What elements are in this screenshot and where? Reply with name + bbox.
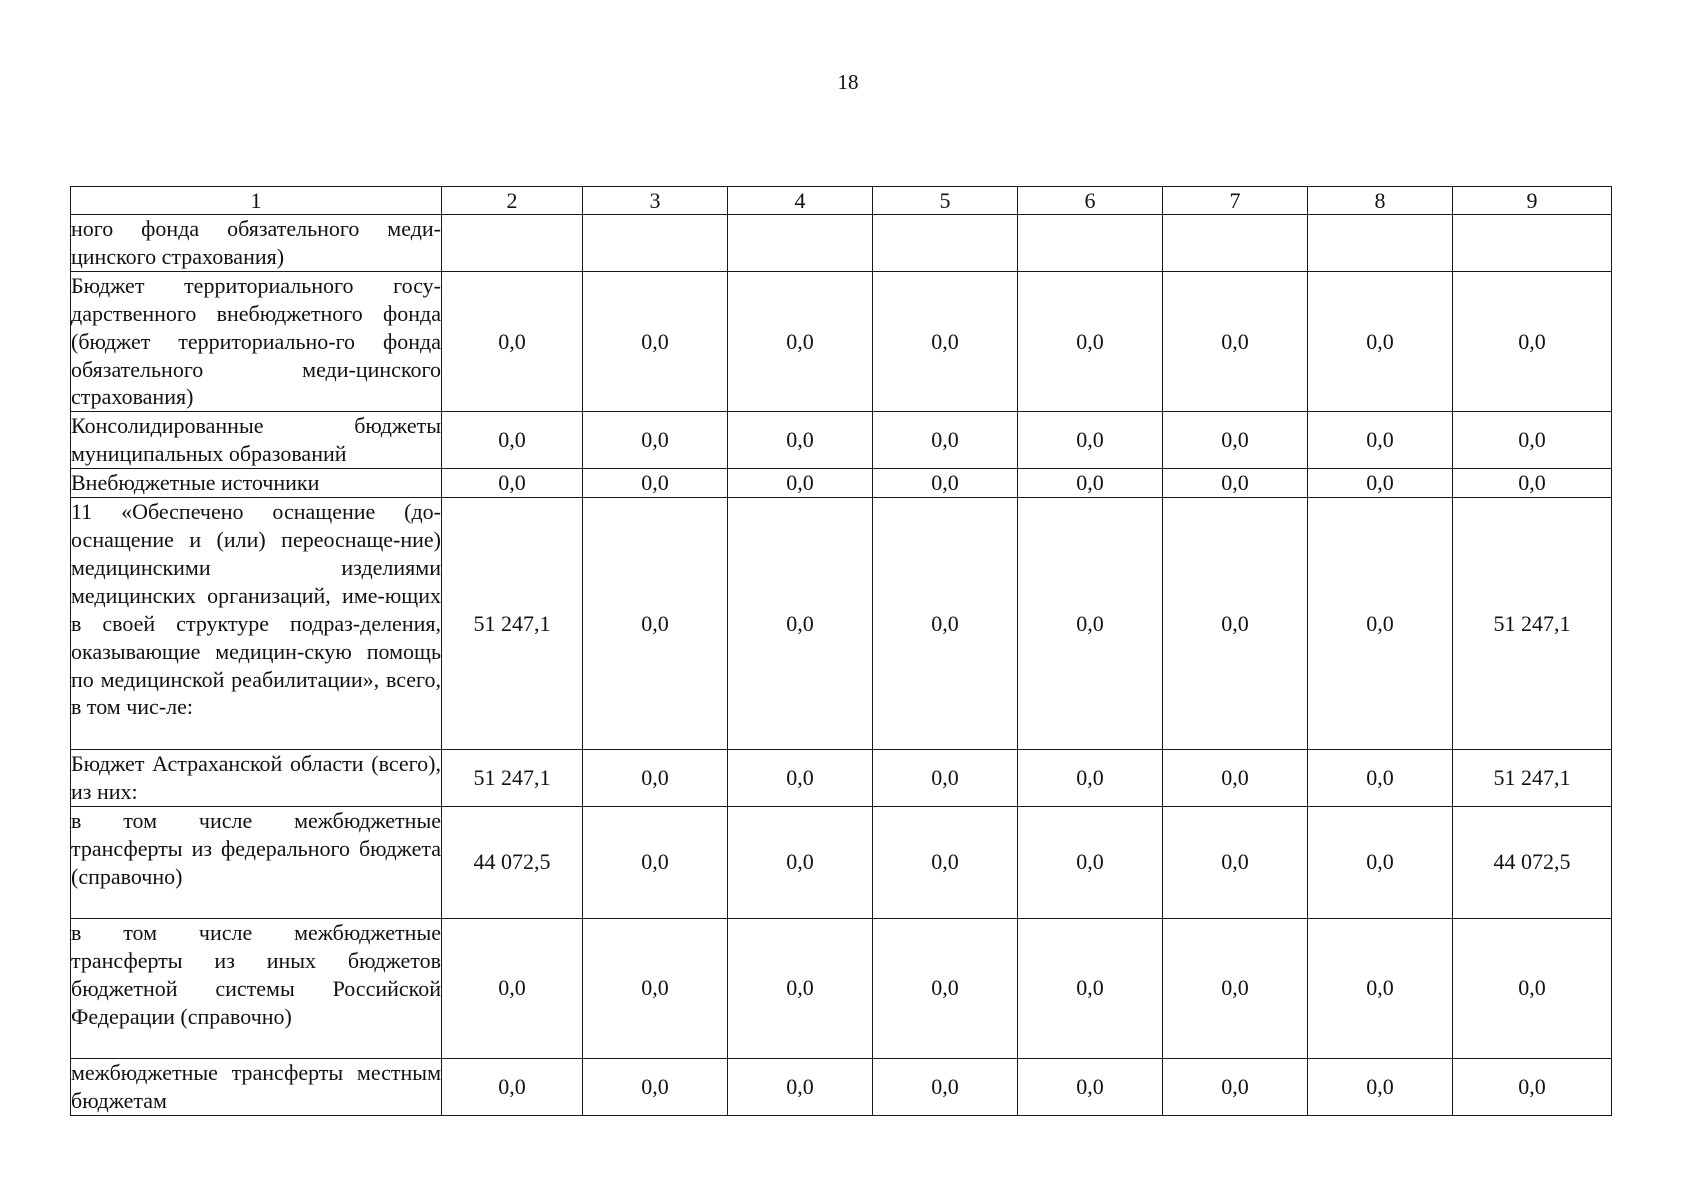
cell-value: 0,0 (1308, 498, 1453, 750)
table-row (71, 498, 1612, 750)
row-label: ного фонда обязательного меди-цинского страхования) (71, 215, 442, 272)
cell-value: 0,0 (1163, 750, 1308, 807)
cell-value: 0,0 (728, 412, 873, 469)
cell-value (1308, 215, 1453, 272)
cell-value: 44 072,5 (442, 806, 583, 918)
cell-value: 0,0 (873, 1058, 1018, 1115)
cell-value: 0,0 (728, 498, 873, 750)
cell-value: 0,0 (1018, 469, 1163, 498)
cell-value: 0,0 (1308, 750, 1453, 807)
table-row (71, 918, 1612, 1058)
cell-value (1163, 215, 1308, 272)
cell-value: 0,0 (442, 469, 583, 498)
cell-value: 0,0 (1018, 412, 1163, 469)
cell-value: 0,0 (1163, 1058, 1308, 1115)
cell-value: 0,0 (1308, 806, 1453, 918)
cell-value: 51 247,1 (1453, 498, 1612, 750)
cell-value: 0,0 (1163, 498, 1308, 750)
cell-value: 51 247,1 (1453, 750, 1612, 807)
cell-value: 0,0 (442, 271, 583, 412)
cell-value: 0,0 (583, 750, 728, 807)
row-label: в том числе межбюджетные трансферты из иных бюджетов бюджетной системы Российской Федерации (справочно) (71, 918, 442, 1058)
cell-value: 0,0 (1453, 1058, 1612, 1115)
cell-value: 0,0 (1308, 918, 1453, 1058)
row-label: 11 «Обеспечено оснащение (до-оснащение и (или) переоснаще-ние) медицинскими изделиями медицинских организаций, име-ющих в своей структуре подраз-деления, оказывающие медицин-скую помощь по медицинской реабилитации», всего, в том чис-ле: (71, 498, 442, 750)
cell-value: 0,0 (1453, 271, 1612, 412)
cell-value (1018, 215, 1163, 272)
budget-table (70, 186, 1612, 1116)
cell-value: 0,0 (1163, 806, 1308, 918)
cell-value: 0,0 (873, 918, 1018, 1058)
cell-value: 0,0 (1308, 271, 1453, 412)
table-row (71, 412, 1612, 469)
column-header: 9 (1453, 187, 1612, 215)
cell-value: 0,0 (1453, 412, 1612, 469)
cell-value: 0,0 (583, 806, 728, 918)
cell-value: 0,0 (1308, 1058, 1453, 1115)
cell-value: 0,0 (873, 412, 1018, 469)
cell-value: 0,0 (728, 918, 873, 1058)
cell-value: 0,0 (1018, 806, 1163, 918)
cell-value: 0,0 (873, 271, 1018, 412)
cell-value: 0,0 (1018, 918, 1163, 1058)
cell-value: 0,0 (442, 412, 583, 469)
column-header: 2 (442, 187, 583, 215)
cell-value (1453, 215, 1612, 272)
cell-value: 0,0 (873, 750, 1018, 807)
cell-value: 0,0 (442, 1058, 583, 1115)
cell-value: 0,0 (1018, 498, 1163, 750)
column-header: 5 (873, 187, 1018, 215)
cell-value: 0,0 (1018, 750, 1163, 807)
row-label: Бюджет территориального госу-дарственного внебюджетного фонда (бюджет территориально-го фонда обязательного меди-цинского страхования) (71, 271, 442, 412)
table-row (71, 469, 1612, 498)
cell-value (728, 215, 873, 272)
row-label: межбюджетные трансферты местным бюджетам (71, 1058, 442, 1115)
cell-value: 0,0 (873, 498, 1018, 750)
cell-value: 0,0 (583, 498, 728, 750)
cell-value: 0,0 (1453, 469, 1612, 498)
column-header: 7 (1163, 187, 1308, 215)
cell-value: 0,0 (583, 412, 728, 469)
cell-value (442, 215, 583, 272)
cell-value: 0,0 (1308, 412, 1453, 469)
cell-value (583, 215, 728, 272)
table-row (71, 215, 1612, 272)
cell-value: 0,0 (1453, 918, 1612, 1058)
cell-value: 51 247,1 (442, 498, 583, 750)
cell-value: 0,0 (1163, 412, 1308, 469)
cell-value: 0,0 (1308, 469, 1453, 498)
cell-value: 0,0 (728, 806, 873, 918)
cell-value: 0,0 (1018, 271, 1163, 412)
cell-value: 0,0 (728, 271, 873, 412)
cell-value: 0,0 (583, 271, 728, 412)
cell-value: 0,0 (873, 469, 1018, 498)
column-header: 8 (1308, 187, 1453, 215)
cell-value (873, 215, 1018, 272)
cell-value: 0,0 (1163, 271, 1308, 412)
cell-value: 0,0 (728, 750, 873, 807)
row-label: в том числе межбюджетные трансферты из федерального бюджета (справочно) (71, 806, 442, 918)
cell-value: 0,0 (873, 806, 1018, 918)
table-row (71, 271, 1612, 412)
table-header-row (71, 187, 1612, 215)
cell-value: 44 072,5 (1453, 806, 1612, 918)
page-number: 18 (837, 70, 859, 94)
cell-value: 0,0 (583, 1058, 728, 1115)
cell-value: 0,0 (728, 469, 873, 498)
table-row (71, 1058, 1612, 1115)
cell-value: 0,0 (583, 469, 728, 498)
row-label: Консолидированные бюджеты муниципальных образований (71, 412, 442, 469)
column-header: 4 (728, 187, 873, 215)
column-header: 6 (1018, 187, 1163, 215)
cell-value: 0,0 (1163, 918, 1308, 1058)
row-label: Внебюджетные источники (71, 469, 442, 498)
cell-value: 0,0 (583, 918, 728, 1058)
column-header: 3 (583, 187, 728, 215)
cell-value: 0,0 (442, 918, 583, 1058)
column-header: 1 (71, 187, 442, 215)
table-row (71, 750, 1612, 807)
table-row (71, 806, 1612, 918)
cell-value: 0,0 (728, 1058, 873, 1115)
cell-value: 0,0 (1163, 469, 1308, 498)
row-label: Бюджет Астраханской области (всего), из них: (71, 750, 442, 807)
cell-value: 51 247,1 (442, 750, 583, 807)
cell-value: 0,0 (1018, 1058, 1163, 1115)
